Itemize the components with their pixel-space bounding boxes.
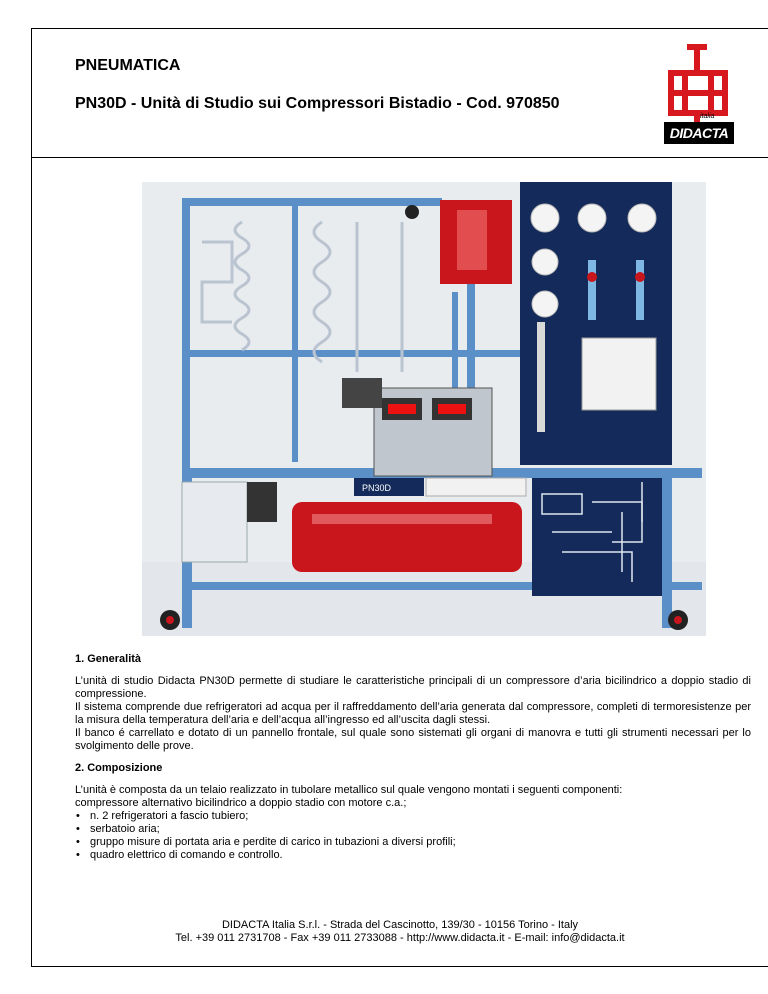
component-list — [75, 810, 751, 862]
page-frame — [31, 28, 768, 967]
list-item: • serbatoio aria; — [90, 823, 751, 836]
section-heading-generalita: 1. Generalità — [75, 653, 142, 665]
footer-address: DIDACTA Italia S.r.l. - Strada del Cascinotto, 139/30 - 10156 Torino - Italy — [221, 919, 579, 931]
paragraph: compressore alternativo bicilindrico a doppio stadio con motore c.a.; — [75, 797, 407, 809]
list-item: • quadro elettrico di comando e controllo. — [90, 849, 751, 862]
section-heading-composizione: 2. Composizione — [75, 762, 163, 774]
paragraph: L’unità di studio Didacta PN30D permette di studiare le caratteristiche principali di un compressore d’aria bicilindrico a doppio stadio di compressione. — [75, 675, 751, 700]
paragraph: Il banco é carrellato e dotato di un pannello frontale, sul quale sono sistemati gli organi di manovra e tutti gli strumenti necessari per lo svolgimento delle prove. — [75, 727, 751, 752]
header — [32, 29, 768, 158]
list-item: • gruppo misure di portata aria e perdite di carico in tubazioni a diversi profili; — [90, 836, 751, 849]
list-item: • n. 2 refrigeratori a fascio tubiero; — [90, 810, 751, 823]
document-title: PN30D - Unità di Studio sui Compressori Bistadio - Cod. 970850 — [75, 95, 560, 112]
photo-panel-label: PN30D — [362, 483, 392, 493]
body-content — [75, 653, 751, 862]
logo-wordmark: DIDACTA — [664, 122, 734, 144]
footer — [32, 919, 768, 945]
logo-italia-text: italia — [700, 113, 715, 120]
section-title: PNEUMATICA — [75, 57, 181, 74]
paragraph: L’unità è composta da un telaio realizzato in tubolare metallico sul quale vengono montati i seguenti componenti: — [75, 784, 623, 796]
product-photo — [142, 182, 706, 636]
paragraph: Il sistema comprende due refrigeratori ad acqua per il raffreddamento dell’aria generata dal compressore, completi di termoresistenze per la misura della temperatura dell’aria e dell’acqua all’ingresso ed all’uscita dagli stessi. — [75, 701, 751, 726]
footer-contacts: Tel. +39 011 2731708 - Fax +39 011 2733088 - http://www.didacta.it - E-mail: info@didacta.it — [175, 932, 625, 944]
